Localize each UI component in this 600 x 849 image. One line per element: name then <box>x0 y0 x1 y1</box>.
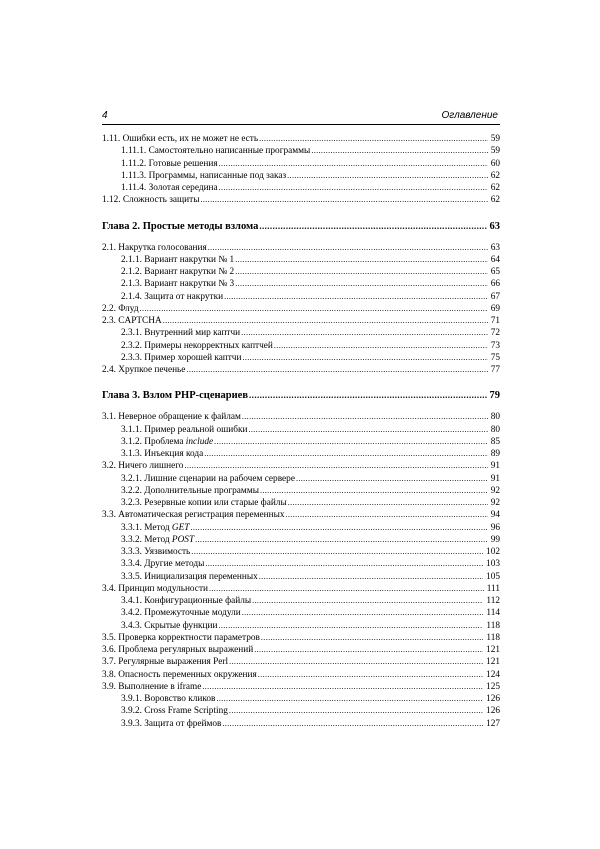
dot-leader <box>208 242 488 254</box>
toc-entry[interactable] <box>102 194 500 206</box>
toc-entry-title <box>121 522 189 534</box>
toc-entry-text: Ничего лишнего <box>118 461 184 472</box>
toc-page-number: 62 <box>490 183 500 193</box>
toc-entry-text: Проблема регулярных выражений <box>118 645 254 655</box>
dot-leader <box>218 620 483 632</box>
toc-entry[interactable] <box>102 145 500 157</box>
toc-page-number: 103 <box>486 559 500 570</box>
toc-entry[interactable] <box>102 718 500 730</box>
toc-page-number: 91 <box>490 461 500 472</box>
toc-entry[interactable] <box>102 595 500 607</box>
toc-entry-title <box>121 158 218 170</box>
toc-entry-number: 3.6. <box>102 645 116 655</box>
toc-entry-text: Cross Frame Scripting <box>144 706 228 717</box>
toc-entry-number: 3.1.2. <box>121 436 142 447</box>
toc-page-number: 62 <box>490 170 500 181</box>
toc-entry-title <box>102 681 201 693</box>
toc-page-number: 60 <box>490 158 500 169</box>
dot-leader <box>288 497 488 509</box>
toc-entry-title <box>102 656 228 668</box>
toc-entry[interactable] <box>102 315 500 327</box>
toc-entry-number: 3.2.2. <box>121 485 142 496</box>
toc-entry-title <box>121 718 221 730</box>
dot-leader <box>261 632 483 644</box>
toc-entry[interactable] <box>102 607 500 619</box>
toc-entry-title <box>121 607 241 619</box>
dot-leader <box>252 595 483 607</box>
toc-entry[interactable] <box>102 327 500 339</box>
toc-entry[interactable] <box>102 424 500 436</box>
toc-page-number: 66 <box>490 279 500 290</box>
dot-leader <box>241 327 488 339</box>
toc-page-number: 91 <box>490 473 500 484</box>
toc-entry[interactable] <box>102 509 500 521</box>
toc-entry-title <box>102 583 208 595</box>
dot-leader <box>214 436 488 448</box>
toc-entry[interactable] <box>102 522 500 534</box>
toc-page-number: 96 <box>490 522 500 533</box>
toc-page-number: 73 <box>490 340 500 351</box>
toc-entry[interactable] <box>102 352 500 364</box>
toc-chapter-entry[interactable] <box>102 387 500 403</box>
toc-entry-number: 3.4.1. <box>121 596 142 606</box>
toc-entry-number: 3.3.5. <box>121 571 142 582</box>
toc-page-number: 124 <box>486 669 500 680</box>
toc-entry-number: 3.1.1. <box>121 424 142 435</box>
toc-entry-number: 3.9. <box>102 681 116 692</box>
toc-page-number: 80 <box>490 424 500 435</box>
toc-entry-title <box>121 291 223 303</box>
toc-page-number: 79 <box>489 390 500 402</box>
page-number: 4 <box>102 110 108 121</box>
toc-entry-title <box>121 473 295 485</box>
toc-entry-title <box>121 558 204 570</box>
toc-entry-number: 3.3.3. <box>121 547 142 557</box>
toc-page-number: 72 <box>490 328 500 339</box>
toc-entry-text: Резервные копии или старые файлы <box>144 498 287 508</box>
toc-entry-text: Инъекция кода <box>144 449 204 459</box>
toc-entry-text: Воровство кликов <box>144 694 216 704</box>
toc-entry-number: 3.4. <box>102 583 116 594</box>
dot-leader <box>296 473 488 485</box>
toc-entry-number: 3.9.1. <box>121 694 142 704</box>
toc-entry-number: 2.1.2. <box>121 267 142 277</box>
toc-page-number: 64 <box>490 254 500 265</box>
toc-entry-title <box>121 546 190 558</box>
toc-entry-number: 3.2.3. <box>121 498 142 508</box>
toc-entry-title <box>102 364 185 376</box>
toc-entry-title <box>121 705 228 717</box>
toc-page-number: 63 <box>490 242 500 253</box>
toc-entry[interactable] <box>102 278 500 290</box>
toc-entry-title <box>121 448 203 460</box>
toc-entry-text: Промежуточные модули <box>144 608 241 619</box>
toc-entry-number: Глава 2. <box>102 220 141 232</box>
toc-entry-number: 3.9.2. <box>121 706 142 717</box>
toc-page-number: 75 <box>490 352 500 363</box>
toc-entry-title <box>121 571 258 583</box>
dot-leader <box>274 340 488 352</box>
dot-leader <box>287 170 488 182</box>
toc-entry-title <box>121 254 234 266</box>
toc-entry-number: 3.3.4. <box>121 559 142 570</box>
toc-entry-title <box>121 424 247 436</box>
toc-entry-title <box>102 219 258 235</box>
toc-entry-number: 3.5. <box>102 632 116 643</box>
toc-entry-text: Выполнение в iframe <box>118 681 202 692</box>
toc-entry[interactable] <box>102 669 500 681</box>
toc-entry[interactable] <box>102 534 500 546</box>
toc-page-number: 80 <box>490 412 500 423</box>
toc-entry-number: 2.3. <box>102 316 116 326</box>
toc-page-number: 111 <box>486 583 500 594</box>
toc-page-number: 118 <box>486 620 500 631</box>
dot-leader <box>204 448 487 460</box>
toc-entry-text: Инициализация переменных <box>144 571 258 582</box>
dot-leader <box>242 352 487 364</box>
toc-entry-text: Неверное обращение к файлам <box>118 412 241 423</box>
toc-entry-title <box>102 194 199 206</box>
toc-entry[interactable] <box>102 583 500 595</box>
toc-entry-number: 2.3.3. <box>121 352 142 363</box>
toc-entry-number: 1.11.3. <box>121 170 147 181</box>
toc-entry-number: 3.3.1. <box>121 522 142 533</box>
dot-leader <box>259 133 488 145</box>
toc-entry-number: 3.3.2. <box>121 534 142 545</box>
toc-entry-number: 3.1. <box>102 412 116 423</box>
toc-entry-text: Программы, написанные под заказ <box>148 170 287 181</box>
toc-entry-title <box>102 133 258 145</box>
toc-entry-emphasis: include <box>185 436 214 447</box>
toc-entry-title <box>102 315 162 327</box>
dot-leader <box>235 278 487 290</box>
toc-page-number: 59 <box>490 134 500 144</box>
toc-entry-title <box>121 693 215 705</box>
toc-entry-number: 3.2. <box>102 461 116 472</box>
toc-entry-text: Вариант накрутки № 1 <box>144 254 235 265</box>
toc-entry[interactable] <box>102 473 500 485</box>
toc-entry-title <box>121 595 251 607</box>
toc-entry-number: 2.2. <box>102 303 116 314</box>
toc-page-number: 126 <box>486 694 500 704</box>
toc-entry-emphasis: GET <box>171 522 190 533</box>
toc-entry-number: 1.11.4. <box>121 183 147 193</box>
dot-leader <box>242 607 484 619</box>
toc-entry[interactable] <box>102 656 500 668</box>
toc-entry-text: Защита от накрутки <box>144 291 224 302</box>
dot-leader <box>260 485 488 497</box>
toc-entry-title <box>121 485 259 497</box>
toc-page-number: 65 <box>490 267 500 277</box>
toc-page-number: 71 <box>490 316 500 326</box>
toc-entry[interactable] <box>102 291 500 303</box>
toc-page-number: 69 <box>490 303 500 314</box>
toc-entry[interactable] <box>102 411 500 423</box>
toc-entry-text: Проблема <box>144 436 186 447</box>
toc-entry-title <box>102 411 241 423</box>
toc-entry-number: 2.3.2. <box>121 340 142 351</box>
toc-page-number: 126 <box>486 706 500 717</box>
toc-entry-number: 1.12. <box>102 195 121 206</box>
toc-entry-text: Хрупкое печенье <box>118 365 186 375</box>
toc-entry[interactable] <box>102 303 500 315</box>
toc-entry-title <box>121 534 194 546</box>
toc-entry[interactable] <box>102 705 500 717</box>
toc-entry[interactable] <box>102 644 500 656</box>
dot-leader <box>205 558 483 570</box>
toc-page-number: 92 <box>490 498 500 508</box>
toc-entry-number: 2.1.4. <box>121 291 142 302</box>
toc-page-number: 94 <box>490 510 500 521</box>
dot-leader <box>254 644 483 656</box>
toc-entry-title <box>102 509 285 521</box>
toc-entry[interactable] <box>102 266 500 278</box>
toc-entry-text: Золотая середина <box>148 183 218 193</box>
toc-page-number: 59 <box>490 146 500 157</box>
toc-entry-text: Самостоятельно написанные программы <box>148 146 311 157</box>
dot-leader <box>209 583 484 595</box>
toc-entry-text: Пример хорошей каптчи <box>144 352 242 363</box>
toc-entry[interactable] <box>102 632 500 644</box>
dot-leader <box>259 571 483 583</box>
dot-leader <box>258 669 483 681</box>
dot-leader <box>222 718 483 730</box>
toc-entry-text: CAPTCHA <box>118 316 162 326</box>
dot-leader <box>200 194 487 206</box>
toc-entry[interactable] <box>102 497 500 509</box>
dot-leader <box>184 460 487 472</box>
dot-leader <box>219 158 488 170</box>
dot-leader <box>219 182 488 194</box>
toc-entry[interactable] <box>102 133 500 145</box>
toc-entry-title <box>102 388 248 404</box>
dot-leader <box>216 693 483 705</box>
toc-entry-emphasis: POST <box>171 534 195 545</box>
toc-entry-number: 2.1.3. <box>121 279 142 290</box>
toc-entry[interactable] <box>102 340 500 352</box>
dot-leader <box>286 509 488 521</box>
toc-entry-text: Проверка корректности параметров <box>118 632 260 643</box>
toc-entry-number: 3.4.2. <box>121 608 142 619</box>
toc-entry[interactable] <box>102 460 500 472</box>
toc-entry-number: 3.4.3. <box>121 620 142 631</box>
toc-entry-text: Автоматическая регистрация переменных <box>118 510 285 521</box>
toc-entry-text: Дополнительные программы <box>144 485 259 496</box>
toc-entry-title <box>102 632 260 644</box>
toc-page-number: 102 <box>486 547 500 557</box>
toc-entry-text: Ошибки есть, их не может не есть <box>122 134 259 144</box>
toc-entry-title <box>121 497 287 509</box>
toc-entry[interactable] <box>102 448 500 460</box>
toc-entry-number: 3.2.1. <box>121 473 142 484</box>
table-of-contents <box>102 133 500 730</box>
toc-entry-title <box>121 436 213 448</box>
dot-leader <box>202 681 483 693</box>
toc-entry-text: Метод <box>144 522 172 533</box>
toc-entry-text: Внутренний мир каптчи <box>144 328 241 339</box>
toc-entry-text: Примеры некорректных каптчей <box>144 340 273 351</box>
toc-entry-number: 1.11. <box>102 134 121 144</box>
toc-page-number: 77 <box>490 365 500 375</box>
toc-entry-title <box>121 620 217 632</box>
toc-entry-text: Взлом PHP-сценариев <box>142 390 249 402</box>
toc-entry-number: 3.9.3. <box>121 718 142 729</box>
toc-entry-text: Регулярные выражения Perl <box>118 657 229 668</box>
dot-leader <box>140 303 488 315</box>
toc-entry-text: Уязвимость <box>144 547 191 557</box>
dot-leader <box>249 387 486 403</box>
toc-page-number: 127 <box>486 718 500 729</box>
toc-entry[interactable] <box>102 158 500 170</box>
toc-entry-number: 1.11.1. <box>121 146 147 157</box>
toc-entry[interactable] <box>102 693 500 705</box>
toc-entry-title <box>121 266 234 278</box>
toc-entry[interactable] <box>102 620 500 632</box>
toc-entry[interactable] <box>102 242 500 254</box>
toc-entry[interactable] <box>102 170 500 182</box>
toc-page-number: 121 <box>486 645 500 655</box>
toc-page-number: 125 <box>486 681 500 692</box>
toc-entry-title <box>102 644 253 656</box>
toc-entry-title <box>121 327 240 339</box>
dot-leader <box>311 145 487 157</box>
toc-entry-title <box>121 145 310 157</box>
dot-leader <box>190 522 487 534</box>
toc-entry[interactable] <box>102 364 500 376</box>
toc-entry-title <box>102 303 139 315</box>
toc-entry[interactable] <box>102 254 500 266</box>
toc-entry-text: Простые методы взлома <box>142 220 259 232</box>
toc-entry-number: 1.11.2. <box>121 158 147 169</box>
toc-page-number: 112 <box>486 596 500 606</box>
toc-entry-text: Флуд <box>118 303 139 314</box>
toc-entry-text: Лишние сценарии на рабочем сервере <box>144 473 295 484</box>
toc-entry-number: 3.3. <box>102 510 116 521</box>
toc-chapter-entry[interactable] <box>102 218 500 234</box>
toc-page-number: 62 <box>490 195 500 206</box>
toc-entry[interactable] <box>102 182 500 194</box>
toc-page-number: 63 <box>489 220 500 232</box>
toc-entry-text: Защита от фреймов <box>144 718 222 729</box>
toc-page-number: 105 <box>486 571 500 582</box>
toc-page-number: 121 <box>486 657 500 668</box>
toc-entry-number: 2.3.1. <box>121 328 142 339</box>
toc-entry-title <box>121 278 234 290</box>
dot-leader <box>229 656 483 668</box>
dot-leader <box>235 254 487 266</box>
toc-entry-title <box>121 340 273 352</box>
toc-entry-number: Глава 3. <box>102 390 141 402</box>
toc-entry-text: Опасность переменных окружения <box>118 669 257 680</box>
toc-page-number: 99 <box>490 534 500 545</box>
toc-entry-text: Скрытые функции <box>144 620 218 631</box>
dot-leader <box>191 546 483 558</box>
dot-leader <box>242 411 488 423</box>
toc-entry-title <box>102 460 183 472</box>
toc-entry-title <box>121 182 218 194</box>
toc-entry-number: 2.1.1. <box>121 254 142 265</box>
toc-entry-text: Метод <box>144 534 172 545</box>
toc-page-number: 89 <box>490 449 500 459</box>
dot-leader <box>195 534 488 546</box>
dot-leader <box>224 291 488 303</box>
toc-entry[interactable] <box>102 558 500 570</box>
toc-entry-number: 3.1.3. <box>121 449 142 459</box>
toc-entry-text: Готовые решения <box>148 158 218 169</box>
running-head <box>102 108 500 125</box>
toc-page-number: 92 <box>490 485 500 496</box>
toc-page-number: 114 <box>486 608 500 619</box>
toc-entry-number: 3.7. <box>102 657 116 668</box>
toc-entry-text: Другие методы <box>144 559 205 570</box>
dot-leader <box>248 424 487 436</box>
toc-entry-text: Пример реальной ошибки <box>144 424 248 435</box>
dot-leader <box>259 218 486 234</box>
dot-leader <box>186 364 487 376</box>
toc-entry-number: 3.8. <box>102 669 116 680</box>
toc-page-number: 67 <box>490 291 500 302</box>
toc-entry-title <box>121 352 241 364</box>
dot-leader <box>163 315 488 327</box>
section-title: Оглавление <box>441 110 498 121</box>
toc-entry-title <box>121 170 286 182</box>
toc-entry-text: Вариант накрутки № 2 <box>144 267 235 277</box>
dot-leader <box>229 705 483 717</box>
toc-entry-title <box>102 669 257 681</box>
toc-entry-text: Накрутка голосования <box>118 242 207 253</box>
dot-leader <box>235 266 487 278</box>
toc-page-number: 85 <box>490 436 500 447</box>
toc-page-number: 118 <box>486 632 500 643</box>
toc-entry-text: Сложность защиты <box>122 195 200 206</box>
toc-entry-text: Принцип модульности <box>118 583 208 594</box>
toc-entry-number: 2.4. <box>102 365 116 375</box>
toc-entry-number: 2.1. <box>102 242 116 253</box>
toc-entry-title <box>102 242 207 254</box>
toc-entry[interactable] <box>102 546 500 558</box>
toc-entry-text: Конфигурационные файлы <box>144 596 252 606</box>
toc-entry[interactable] <box>102 681 500 693</box>
toc-entry-text: Вариант накрутки № 3 <box>144 279 235 290</box>
toc-entry[interactable] <box>102 436 500 448</box>
toc-entry[interactable] <box>102 571 500 583</box>
toc-entry[interactable] <box>102 485 500 497</box>
